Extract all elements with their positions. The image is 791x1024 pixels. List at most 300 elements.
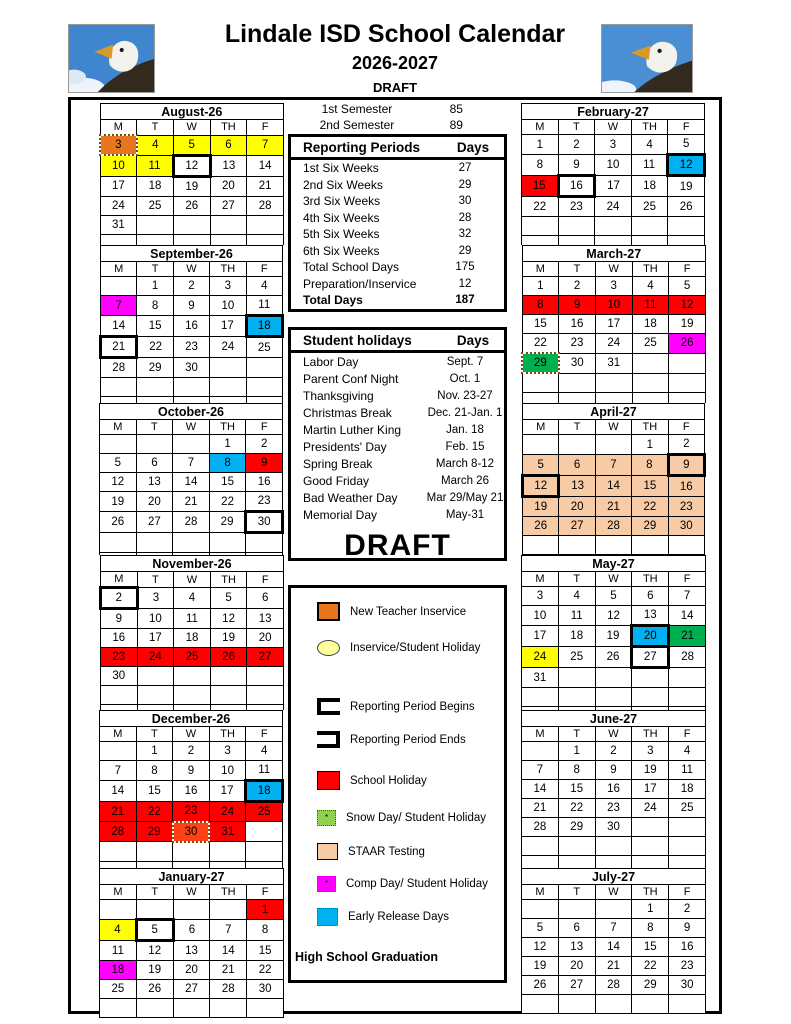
graduation-note: High School Graduation <box>295 950 439 964</box>
day-cell: 21 <box>101 337 137 358</box>
day-cell: 17 <box>595 315 632 334</box>
day-cell: 27 <box>559 517 595 536</box>
legend-item <box>317 640 480 656</box>
reporting-period-label: Total Days <box>303 293 363 308</box>
magenta-square-icon: * <box>317 876 336 892</box>
day-header: F <box>247 572 284 588</box>
day-cell: 19 <box>136 961 173 980</box>
day-cell: 1 <box>209 435 246 454</box>
holiday-name: Good Friday <box>303 473 370 488</box>
day-header: M <box>522 727 559 742</box>
day-cell: 22 <box>209 492 246 512</box>
day-cell: 17 <box>632 780 669 799</box>
day-cell: 12 <box>136 941 173 961</box>
day-header: F <box>669 727 706 742</box>
day-cell: 9 <box>559 296 596 315</box>
reporting-period-days: 32 <box>458 228 472 241</box>
day-cell: 31 <box>522 668 559 688</box>
day-cell: 17 <box>209 781 246 802</box>
day-cell: 23 <box>173 802 210 822</box>
day-cell <box>136 533 173 553</box>
day-cell: 2 <box>558 135 595 155</box>
day-cell: 16 <box>173 316 209 337</box>
day-cell: 21 <box>173 492 210 512</box>
day-cell: 20 <box>632 626 669 647</box>
day-cell: 26 <box>595 647 632 668</box>
day-cell: 20 <box>136 492 173 512</box>
reporting-period-row <box>291 259 504 276</box>
day-cell <box>669 995 706 1014</box>
day-cell <box>246 842 283 862</box>
holiday-name: Martin Luther King <box>303 422 402 437</box>
day-cell: 31 <box>209 822 246 842</box>
day-header: W <box>173 262 209 277</box>
day-cell: 26 <box>210 648 247 667</box>
day-cell: 11 <box>100 941 137 961</box>
day-cell: 7 <box>100 761 137 781</box>
day-cell <box>558 900 595 919</box>
day-cell: 12 <box>523 476 559 497</box>
day-cell: 5 <box>523 455 559 476</box>
day-cell: 6 <box>632 587 669 606</box>
day-cell: 20 <box>559 497 595 517</box>
day-cell: 24 <box>210 337 246 358</box>
month-table-october-26 <box>99 403 284 572</box>
day-cell: 16 <box>558 176 595 197</box>
day-cell <box>632 373 669 393</box>
day-cell: 27 <box>247 648 284 667</box>
legend-item-label: Early Release Days <box>348 911 449 923</box>
day-cell: 7 <box>101 296 137 316</box>
day-cell <box>136 900 173 920</box>
day-cell <box>246 358 282 378</box>
holiday-row <box>291 506 504 523</box>
day-cell: 28 <box>595 517 631 536</box>
holiday-row <box>291 421 504 438</box>
day-cell: 5 <box>595 587 632 606</box>
day-cell: 2 <box>595 742 632 761</box>
reporting-period-label: Total School Days <box>303 260 400 275</box>
day-cell: 17 <box>137 629 174 648</box>
day-cell: 28 <box>101 358 137 378</box>
eagle-photo-left <box>68 24 155 93</box>
day-cell <box>100 999 137 1018</box>
day-cell <box>210 900 247 920</box>
bracket-end-icon <box>317 731 340 748</box>
day-cell: 21 <box>247 176 284 196</box>
day-cell <box>209 842 246 862</box>
day-cell: 2 <box>173 742 210 761</box>
day-cell: 23 <box>595 799 632 818</box>
day-cell: 25 <box>632 334 669 354</box>
day-cell: 21 <box>210 961 247 980</box>
day-cell <box>173 999 210 1018</box>
day-cell: 2 <box>668 435 704 455</box>
reporting-period-label: 2nd Six Weeks <box>303 177 383 192</box>
day-header: M <box>522 885 559 900</box>
day-cell: 10 <box>137 609 174 629</box>
holiday-row <box>291 455 504 472</box>
reporting-period-days: 29 <box>458 244 472 257</box>
semester-row <box>290 101 506 117</box>
day-cell <box>668 217 705 236</box>
day-cell: 17 <box>522 626 559 647</box>
reporting-period-days: 27 <box>458 162 472 175</box>
day-cell: 9 <box>668 455 704 476</box>
semester-days-value: 89 <box>449 118 463 132</box>
day-cell: 16 <box>246 473 283 492</box>
day-header: W <box>173 885 210 900</box>
holiday-date: Dec. 21-Jan. 1 <box>427 406 503 419</box>
day-cell: 29 <box>632 976 669 995</box>
legend-item <box>317 810 486 826</box>
day-cell <box>669 373 706 393</box>
day-header: T <box>559 420 595 435</box>
day-cell: 6 <box>558 919 595 938</box>
day-header: TH <box>632 420 668 435</box>
day-header: TH <box>210 120 247 136</box>
day-cell <box>669 353 706 373</box>
day-cell: 29 <box>137 358 173 378</box>
day-cell <box>632 536 668 555</box>
day-cell <box>136 999 173 1018</box>
day-cell: 15 <box>558 780 595 799</box>
day-cell: 7 <box>247 135 284 155</box>
reporting-period-label: Preparation/Inservice <box>303 276 417 291</box>
day-header: F <box>669 262 706 277</box>
month-title: June-27 <box>522 711 706 727</box>
day-cell: 5 <box>100 454 137 473</box>
day-cell: 3 <box>210 277 246 296</box>
reporting-period-label: 3rd Six Weeks <box>303 194 381 209</box>
day-header: T <box>558 120 595 135</box>
day-cell <box>558 668 595 688</box>
day-cell: 13 <box>173 941 210 961</box>
day-cell: 1 <box>522 277 559 296</box>
draft-label: DRAFT <box>372 80 418 95</box>
holiday-row <box>291 370 504 387</box>
day-cell: 19 <box>523 497 559 517</box>
reporting-period-row <box>291 276 504 293</box>
day-cell: 31 <box>595 353 632 373</box>
day-cell: 11 <box>246 296 282 316</box>
day-cell: 25 <box>174 648 211 667</box>
day-cell: 7 <box>669 587 706 606</box>
day-cell: 19 <box>173 176 210 196</box>
day-cell: 24 <box>209 802 246 822</box>
day-cell: 28 <box>100 822 137 842</box>
day-cell <box>669 837 706 856</box>
day-cell: 4 <box>174 588 211 609</box>
day-cell <box>173 533 210 553</box>
day-cell: 19 <box>595 626 632 647</box>
day-cell: 18 <box>100 961 137 980</box>
legend-item-label: Comp Day/ Student Holiday <box>346 878 488 890</box>
day-cell: 24 <box>632 799 669 818</box>
day-cell: 24 <box>595 334 632 354</box>
month-title: December-26 <box>100 711 283 727</box>
semester-days-value: 85 <box>449 102 463 116</box>
day-cell <box>669 818 706 837</box>
semester-row <box>290 117 506 133</box>
holiday-name: Presidents' Day <box>303 439 387 454</box>
day-cell: 15 <box>247 941 284 961</box>
holiday-name: Christmas Break <box>303 405 392 420</box>
day-cell <box>558 217 595 236</box>
day-cell: 8 <box>558 761 595 780</box>
legend-item <box>317 876 488 892</box>
day-cell <box>173 900 210 920</box>
day-cell <box>210 358 246 378</box>
legend-item-label: Reporting Period Begins <box>350 700 475 713</box>
red-square-icon <box>317 771 340 790</box>
day-cell: 27 <box>632 647 669 668</box>
day-cell <box>523 536 559 555</box>
holidays-days-column-label: Days <box>456 332 490 348</box>
student-holidays-box <box>288 327 507 561</box>
holiday-name: Labor Day <box>303 354 359 369</box>
day-cell <box>632 818 669 837</box>
day-header: F <box>247 885 284 900</box>
day-cell <box>668 536 704 555</box>
day-cell <box>246 378 282 397</box>
day-cell <box>523 435 559 455</box>
blue-square-icon <box>317 908 338 926</box>
day-header: M <box>100 120 137 136</box>
day-cell: 6 <box>136 454 173 473</box>
day-cell: 30 <box>669 976 706 995</box>
month-table-august-26 <box>99 103 284 254</box>
calendar-header <box>160 20 630 95</box>
day-cell: 30 <box>595 818 632 837</box>
day-header: T <box>136 727 173 742</box>
day-cell: 19 <box>632 761 669 780</box>
day-cell <box>173 215 210 234</box>
reporting-period-label: 1st Six Weeks <box>303 161 379 176</box>
reporting-period-days: 187 <box>455 294 475 307</box>
day-cell: 30 <box>246 512 283 533</box>
day-cell: 11 <box>631 155 668 176</box>
day-cell <box>101 378 137 397</box>
day-cell <box>136 435 173 454</box>
day-cell: 29 <box>558 818 595 837</box>
day-cell: 23 <box>669 957 706 976</box>
holiday-date: Feb. 15 <box>445 440 485 453</box>
day-cell: 4 <box>631 135 668 155</box>
day-cell <box>522 837 559 856</box>
holiday-name: Bad Weather Day <box>303 490 398 505</box>
day-cell: 24 <box>595 197 632 217</box>
day-cell <box>137 378 173 397</box>
day-cell: 30 <box>101 667 138 686</box>
day-cell: 26 <box>173 196 210 215</box>
day-cell: 1 <box>137 277 173 296</box>
day-cell: 9 <box>173 761 210 781</box>
day-cell: 10 <box>595 155 632 176</box>
day-cell: 1 <box>632 435 668 455</box>
holiday-row <box>291 353 504 370</box>
day-cell: 22 <box>247 961 284 980</box>
day-cell: 26 <box>522 976 559 995</box>
day-cell: 4 <box>246 742 283 761</box>
reporting-period-days: 175 <box>455 261 475 274</box>
reporting-period-row <box>291 226 504 243</box>
day-header: T <box>137 262 173 277</box>
holiday-date: March 8-12 <box>435 457 495 470</box>
day-cell <box>210 378 246 397</box>
day-cell: 13 <box>136 473 173 492</box>
reporting-period-days: 12 <box>458 277 472 290</box>
day-cell: 14 <box>210 941 247 961</box>
day-cell <box>173 378 209 397</box>
reporting-period-row <box>291 210 504 227</box>
day-cell: 19 <box>522 957 559 976</box>
day-cell: 21 <box>669 626 706 647</box>
day-cell: 2 <box>669 900 706 919</box>
day-header: TH <box>210 262 246 277</box>
day-cell: 19 <box>669 315 706 334</box>
day-cell: 22 <box>522 334 559 354</box>
day-cell: 23 <box>101 648 138 667</box>
holiday-date: Jan. 18 <box>446 423 484 436</box>
day-cell <box>595 995 632 1014</box>
day-cell <box>101 686 138 705</box>
day-cell: 9 <box>558 155 595 176</box>
day-header: T <box>136 885 173 900</box>
reporting-period-days: 30 <box>458 195 472 208</box>
month-title: February-27 <box>522 104 705 120</box>
day-cell <box>559 435 595 455</box>
month-table-july-27 <box>521 868 706 1014</box>
day-cell: 12 <box>100 473 137 492</box>
day-cell: 26 <box>100 512 137 533</box>
day-header: TH <box>632 885 669 900</box>
legend-item <box>317 602 466 621</box>
day-cell <box>595 900 632 919</box>
legend-item <box>317 698 475 715</box>
reporting-period-label: 5th Six Weeks <box>303 227 380 242</box>
day-cell <box>632 995 669 1014</box>
day-cell: 12 <box>210 609 247 629</box>
day-header: F <box>246 420 283 435</box>
day-cell <box>209 533 246 553</box>
day-cell: 18 <box>246 316 282 337</box>
day-cell: 18 <box>174 629 211 648</box>
day-cell: 12 <box>595 606 632 626</box>
month-title: November-26 <box>101 556 284 572</box>
day-cell: 8 <box>632 919 669 938</box>
day-header: T <box>137 120 174 136</box>
day-header: M <box>522 120 559 135</box>
day-cell: 9 <box>101 609 138 629</box>
holiday-row <box>291 438 504 455</box>
day-cell: 25 <box>246 802 283 822</box>
day-cell: 30 <box>173 822 210 842</box>
reporting-period-row <box>291 243 504 260</box>
day-cell: 7 <box>522 761 559 780</box>
day-header: TH <box>210 572 247 588</box>
reporting-period-row <box>291 177 504 194</box>
day-cell: 3 <box>595 277 632 296</box>
day-cell <box>137 667 174 686</box>
reporting-periods-box <box>288 134 507 312</box>
day-cell: 17 <box>595 176 632 197</box>
day-cell: 5 <box>210 588 247 609</box>
day-cell <box>173 435 210 454</box>
day-cell <box>100 742 137 761</box>
legend-item-label: STAAR Testing <box>348 845 425 858</box>
day-cell <box>210 686 247 705</box>
day-cell: 26 <box>523 517 559 536</box>
day-cell: 3 <box>100 135 137 155</box>
day-cell: 23 <box>173 337 209 358</box>
day-cell <box>595 837 632 856</box>
day-cell: 18 <box>246 781 283 802</box>
day-header: TH <box>209 727 246 742</box>
day-cell: 22 <box>522 197 559 217</box>
legend-box <box>288 585 507 983</box>
month-title: September-26 <box>101 246 283 262</box>
day-cell: 12 <box>522 938 559 957</box>
day-cell: 2 <box>559 277 596 296</box>
day-cell: 31 <box>100 215 137 234</box>
day-cell: 3 <box>522 587 559 606</box>
day-header: M <box>101 572 138 588</box>
day-cell <box>595 668 632 688</box>
holiday-date: March 26 <box>441 474 489 487</box>
semester-summary <box>290 101 506 133</box>
reporting-period-days: 29 <box>458 178 472 191</box>
day-cell: 26 <box>136 980 173 999</box>
day-header: W <box>173 120 210 136</box>
yellow-ellipse-icon <box>317 640 340 656</box>
day-cell: 14 <box>247 155 284 176</box>
day-header: TH <box>632 572 669 587</box>
day-header: T <box>559 262 596 277</box>
day-cell: 18 <box>558 626 595 647</box>
day-header: TH <box>631 120 668 135</box>
holiday-name: Memorial Day <box>303 507 378 522</box>
day-cell: 1 <box>558 742 595 761</box>
bracket-begin-icon <box>317 698 340 715</box>
day-cell: 28 <box>669 647 706 668</box>
day-header: W <box>595 572 632 587</box>
month-table-may-27 <box>521 555 706 726</box>
day-cell: 13 <box>210 155 247 176</box>
holiday-date: May-31 <box>445 508 485 521</box>
day-header: W <box>173 727 210 742</box>
day-cell <box>137 215 174 234</box>
day-header: T <box>137 572 174 588</box>
day-cell <box>247 999 284 1018</box>
holiday-name: Parent Conf Night <box>303 371 399 386</box>
legend-item <box>317 843 425 860</box>
day-cell: 13 <box>247 609 284 629</box>
day-header: T <box>558 572 595 587</box>
day-cell: 11 <box>246 761 283 781</box>
day-cell <box>174 686 211 705</box>
day-header: M <box>522 262 559 277</box>
day-cell: 1 <box>522 135 559 155</box>
day-cell: 6 <box>173 920 210 941</box>
green-square-icon: * <box>317 810 336 826</box>
day-cell: 28 <box>522 818 559 837</box>
day-cell: 4 <box>246 277 282 296</box>
day-cell <box>174 667 211 686</box>
day-cell: 19 <box>210 629 247 648</box>
day-cell <box>246 533 283 553</box>
day-cell: 18 <box>137 176 174 196</box>
